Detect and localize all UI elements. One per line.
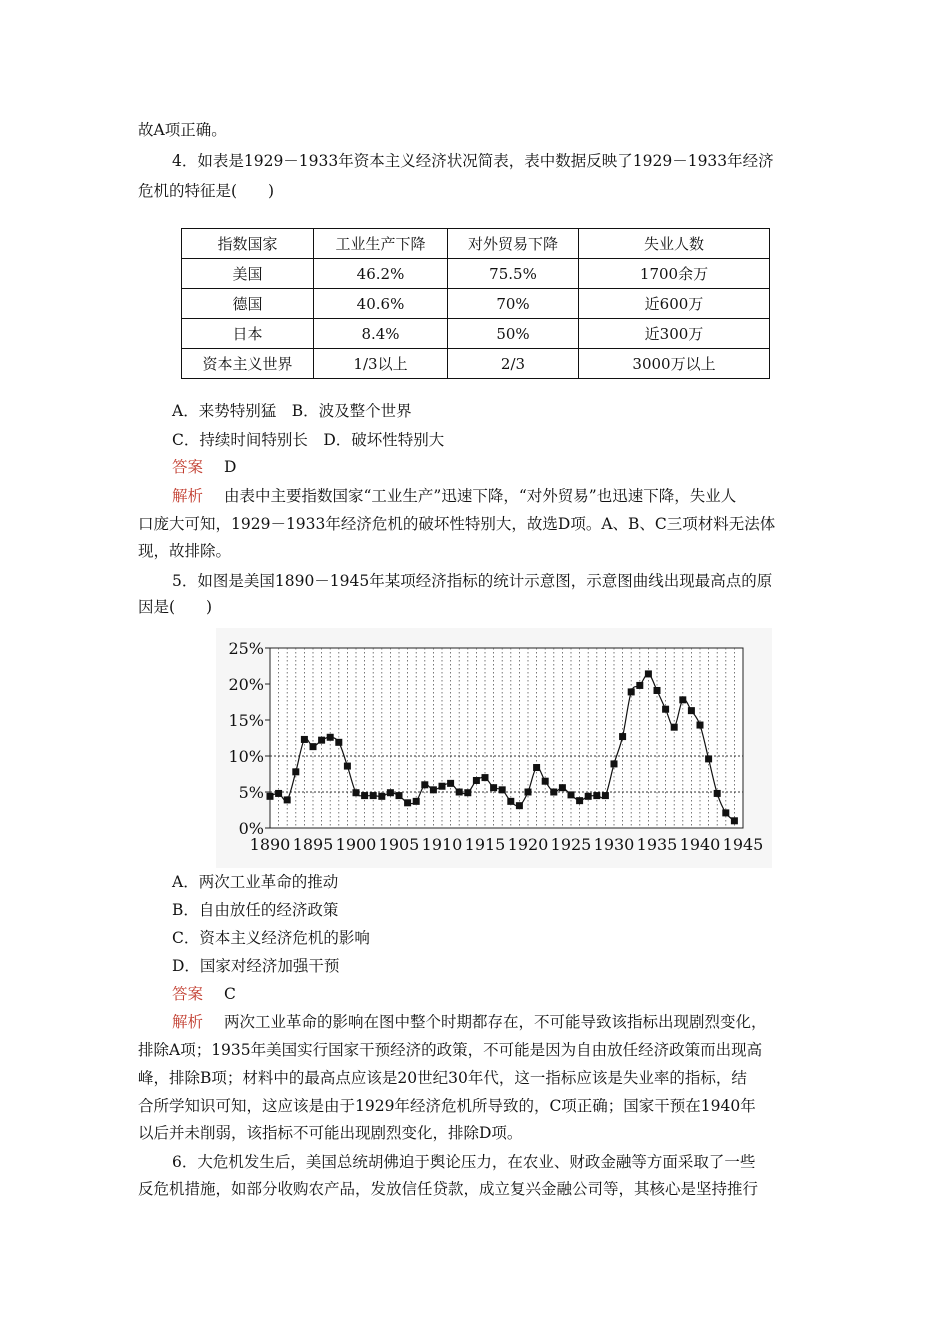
data-point-marker bbox=[378, 793, 385, 800]
data-point-marker bbox=[585, 793, 592, 800]
data-point-marker bbox=[516, 802, 523, 809]
question-6-stem: 6．大危机发生后，美国总统胡佛迫于舆论压力，在农业、财政金融等方面采取了一些 bbox=[172, 1153, 756, 1171]
data-point-marker bbox=[593, 792, 600, 799]
data-point-marker bbox=[679, 696, 686, 703]
explanation-text: 两次工业革命的影响在图中整个时期都存在，不可能导致该指标出现剧烈变化， bbox=[224, 1013, 767, 1031]
data-point-marker bbox=[413, 798, 420, 805]
x-tick-label: 1890 bbox=[249, 835, 291, 854]
q5-option-c: C．资本主义经济危机的影响 bbox=[172, 929, 370, 947]
data-point-marker bbox=[267, 793, 274, 800]
y-tick-label: 25% bbox=[228, 639, 264, 658]
data-point-marker bbox=[275, 790, 282, 797]
data-point-marker bbox=[550, 789, 557, 796]
data-point-marker bbox=[439, 783, 446, 790]
data-point-marker bbox=[456, 789, 463, 796]
q4-option-line-2: C．持续时间特别长 D．破坏性特别大 bbox=[172, 431, 445, 449]
explanation-label: 解析 bbox=[172, 1013, 204, 1031]
q5-explanation-line-5: 以后并未削弱，该指标不可能出现剧烈变化，排除D项。 bbox=[138, 1124, 523, 1142]
data-point-marker bbox=[568, 791, 575, 798]
data-point-marker bbox=[310, 743, 317, 750]
q4-explanation-line-3: 现，故排除。 bbox=[138, 542, 232, 560]
data-point-marker bbox=[361, 792, 368, 799]
data-point-marker bbox=[292, 768, 299, 775]
x-tick-label: 1925 bbox=[550, 835, 592, 854]
answer-label: 答案 bbox=[172, 458, 204, 476]
data-point-marker bbox=[722, 809, 729, 816]
table-cell: 资本主义世界 bbox=[182, 349, 314, 379]
y-tick-label: 10% bbox=[228, 747, 264, 766]
x-tick-label: 1900 bbox=[335, 835, 377, 854]
table-cell: 2/3 bbox=[448, 349, 579, 379]
data-point-marker bbox=[421, 781, 428, 788]
data-point-marker bbox=[688, 707, 695, 714]
question-4-stem: 4．如表是1929－1933年资本主义经济状况简表，表中数据反映了1929－1933年经济 bbox=[172, 152, 774, 170]
data-point-marker bbox=[490, 784, 497, 791]
data-point-marker bbox=[705, 755, 712, 762]
data-point-marker bbox=[697, 722, 704, 729]
x-tick-label: 1905 bbox=[378, 835, 420, 854]
data-point-marker bbox=[654, 687, 661, 694]
table-header-cell: 失业人数 bbox=[579, 229, 770, 259]
data-point-marker bbox=[370, 792, 377, 799]
x-tick-label: 1935 bbox=[636, 835, 678, 854]
q4-explanation-line-2: 口庞大可知，1929－1933年经济危机的破坏性特别大，故选D项。A、B、C三项材料无法体 bbox=[138, 515, 776, 533]
prev-answer-tail: 故A项正确。 bbox=[138, 121, 227, 139]
data-point-marker bbox=[499, 786, 506, 793]
answer-value: C bbox=[224, 985, 236, 1003]
data-point-marker bbox=[507, 798, 514, 805]
table-cell: 50% bbox=[448, 319, 579, 349]
q5-explanation-line-1 bbox=[172, 1011, 767, 1033]
question-5-stem-cont: 因是( ) bbox=[138, 598, 213, 616]
q5-explanation-line-4: 合所学知识可知，这应该是由于1929年经济危机所导致的，C项正确；国家干预在1940年 bbox=[138, 1097, 756, 1115]
plot-area bbox=[270, 648, 743, 828]
x-tick-label: 1895 bbox=[292, 835, 334, 854]
data-point-marker bbox=[404, 799, 411, 806]
data-point-marker bbox=[335, 739, 342, 746]
data-point-marker bbox=[473, 777, 480, 784]
data-point-marker bbox=[353, 789, 360, 796]
x-tick-label: 1915 bbox=[464, 835, 506, 854]
q5-option-a: A．两次工业革命的推动 bbox=[172, 873, 339, 891]
q4-option-line-1: A．来势特别猛 B．波及整个世界 bbox=[172, 402, 412, 420]
table-cell: 70% bbox=[448, 289, 579, 319]
x-tick-label: 1930 bbox=[593, 835, 635, 854]
explanation-label: 解析 bbox=[172, 487, 204, 505]
table-header-cell: 对外贸易下降 bbox=[448, 229, 579, 259]
data-point-marker bbox=[430, 786, 437, 793]
table-cell: 德国 bbox=[182, 289, 314, 319]
data-point-marker bbox=[714, 790, 721, 797]
answer-value: D bbox=[224, 458, 237, 476]
data-point-marker bbox=[525, 789, 532, 796]
table-cell: 近300万 bbox=[579, 319, 770, 349]
y-tick-label: 5% bbox=[238, 783, 264, 802]
explanation-text: 由表中主要指数国家“工业生产”迅速下降，“对外贸易”也迅速下降，失业人 bbox=[224, 487, 737, 505]
data-point-marker bbox=[542, 778, 549, 785]
data-point-marker bbox=[318, 737, 325, 744]
table-cell: 日本 bbox=[182, 319, 314, 349]
table-cell: 46.2% bbox=[314, 259, 448, 289]
table-header-cell: 工业生产下降 bbox=[314, 229, 448, 259]
question-5-stem: 5．如图是美国1890－1945年某项经济指标的统计示意图，示意图曲线出现最高点的原 bbox=[172, 572, 773, 590]
data-point-marker bbox=[327, 734, 334, 741]
data-point-marker bbox=[731, 817, 738, 824]
q5-explanation-line-3: 峰，排除B项；材料中的最高点应该是20世纪30年代，这一指标应该是失业率的指标，结 bbox=[138, 1069, 747, 1087]
table-cell: 1/3以上 bbox=[314, 349, 448, 379]
data-point-marker bbox=[602, 792, 609, 799]
question-4-stem-cont: 危机的特征是( ) bbox=[138, 182, 275, 200]
data-point-marker bbox=[611, 760, 618, 767]
data-point-marker bbox=[619, 733, 626, 740]
table-cell: 40.6% bbox=[314, 289, 448, 319]
data-point-marker bbox=[533, 764, 540, 771]
table-cell: 8.4% bbox=[314, 319, 448, 349]
data-point-marker bbox=[645, 670, 652, 677]
data-point-marker bbox=[396, 792, 403, 799]
question-6-stem-cont: 反危机措施，如部分收购农产品，发放信任贷款，成立复兴金融公司等，其核心是坚持推行 bbox=[138, 1180, 759, 1198]
data-point-marker bbox=[636, 682, 643, 689]
data-point-marker bbox=[482, 774, 489, 781]
x-tick-label: 1945 bbox=[722, 835, 764, 854]
q5-option-b: B．自由放任的经济政策 bbox=[172, 901, 339, 919]
data-point-marker bbox=[387, 789, 394, 796]
x-tick-label: 1910 bbox=[421, 835, 463, 854]
q5-answer-line bbox=[172, 983, 236, 1005]
data-point-marker bbox=[559, 784, 566, 791]
data-point-marker bbox=[576, 797, 583, 804]
table-cell: 美国 bbox=[182, 259, 314, 289]
x-tick-label: 1940 bbox=[679, 835, 721, 854]
y-tick-label: 15% bbox=[228, 711, 264, 730]
table-cell: 3000万以上 bbox=[579, 349, 770, 379]
q5-option-d: D．国家对经济加强干预 bbox=[172, 957, 340, 975]
table-cell: 1700余万 bbox=[579, 259, 770, 289]
x-tick-label: 1920 bbox=[507, 835, 549, 854]
y-tick-label: 0% bbox=[238, 819, 264, 838]
table-cell: 近600万 bbox=[579, 289, 770, 319]
data-point-marker bbox=[344, 763, 351, 770]
data-point-marker bbox=[628, 688, 635, 695]
data-point-marker bbox=[464, 789, 471, 796]
data-point-marker bbox=[447, 780, 454, 787]
y-tick-label: 20% bbox=[228, 675, 264, 694]
data-point-marker bbox=[284, 796, 291, 803]
q5-explanation-line-2: 排除A项；1935年美国实行国家干预经济的政策，不可能是因为自由放任经济政策而出现高 bbox=[138, 1041, 763, 1059]
data-point-marker bbox=[662, 706, 669, 713]
data-point-marker bbox=[301, 736, 308, 743]
answer-label: 答案 bbox=[172, 985, 204, 1003]
table-cell: 75.5% bbox=[448, 259, 579, 289]
data-point-marker bbox=[671, 724, 678, 731]
table-header-cell: 指数国家 bbox=[182, 229, 314, 259]
